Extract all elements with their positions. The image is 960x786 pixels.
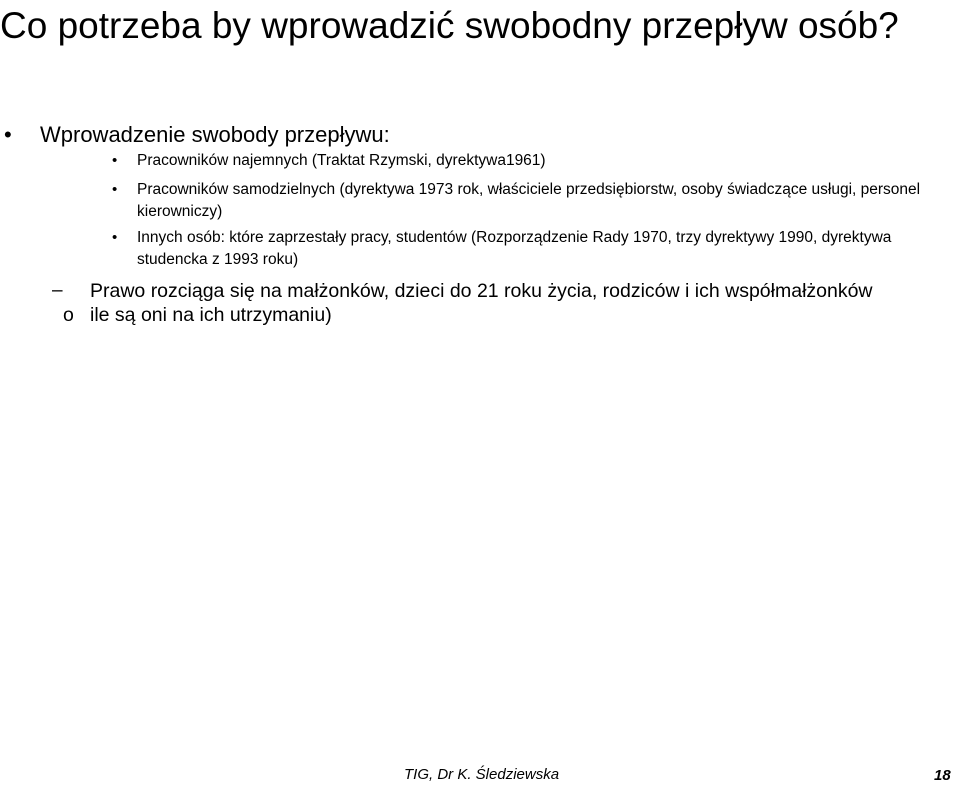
bullet-icon: • bbox=[112, 152, 118, 169]
bullet-icon: • bbox=[112, 229, 118, 246]
sub-bullet-text: Pracowników najemnych (Traktat Rzymski, dyrektywa1961) bbox=[137, 152, 546, 169]
slide-title: Co potrzeba by wprowadzić swobodny przepływ osób? bbox=[0, 5, 899, 46]
page-number: 18 bbox=[934, 767, 951, 784]
sub-bullet-text: Innych osób: które zaprzestały pracy, studentów (Rozporządzenie Rady 1970, trzy dyrektywy 1990, dyrektywa studencka z 1993 roku) bbox=[137, 229, 892, 268]
dash-item-text: Prawo rozciąga się na małżonków, dzieci do 21 roku życia, rodziców i ich współmałżonków bbox=[90, 280, 873, 302]
sub-bullet-text: Pracowników samodzielnych (dyrektywa 1973 rok, właściciele przedsiębiorstw, osoby świadczące usługi, personel kierowniczy) bbox=[137, 181, 921, 220]
footer-author: TIG, Dr K. Śledziewska bbox=[404, 766, 560, 783]
o-marker: o bbox=[63, 304, 74, 326]
main-bullet-text: Wprowadzenie swobody przepływu: bbox=[40, 122, 390, 147]
o-item-text: ile są oni na ich utrzymaniu) bbox=[90, 304, 332, 326]
bullet-icon: • bbox=[4, 122, 12, 147]
dash-marker: – bbox=[52, 280, 63, 301]
bullet-icon: • bbox=[112, 181, 118, 198]
